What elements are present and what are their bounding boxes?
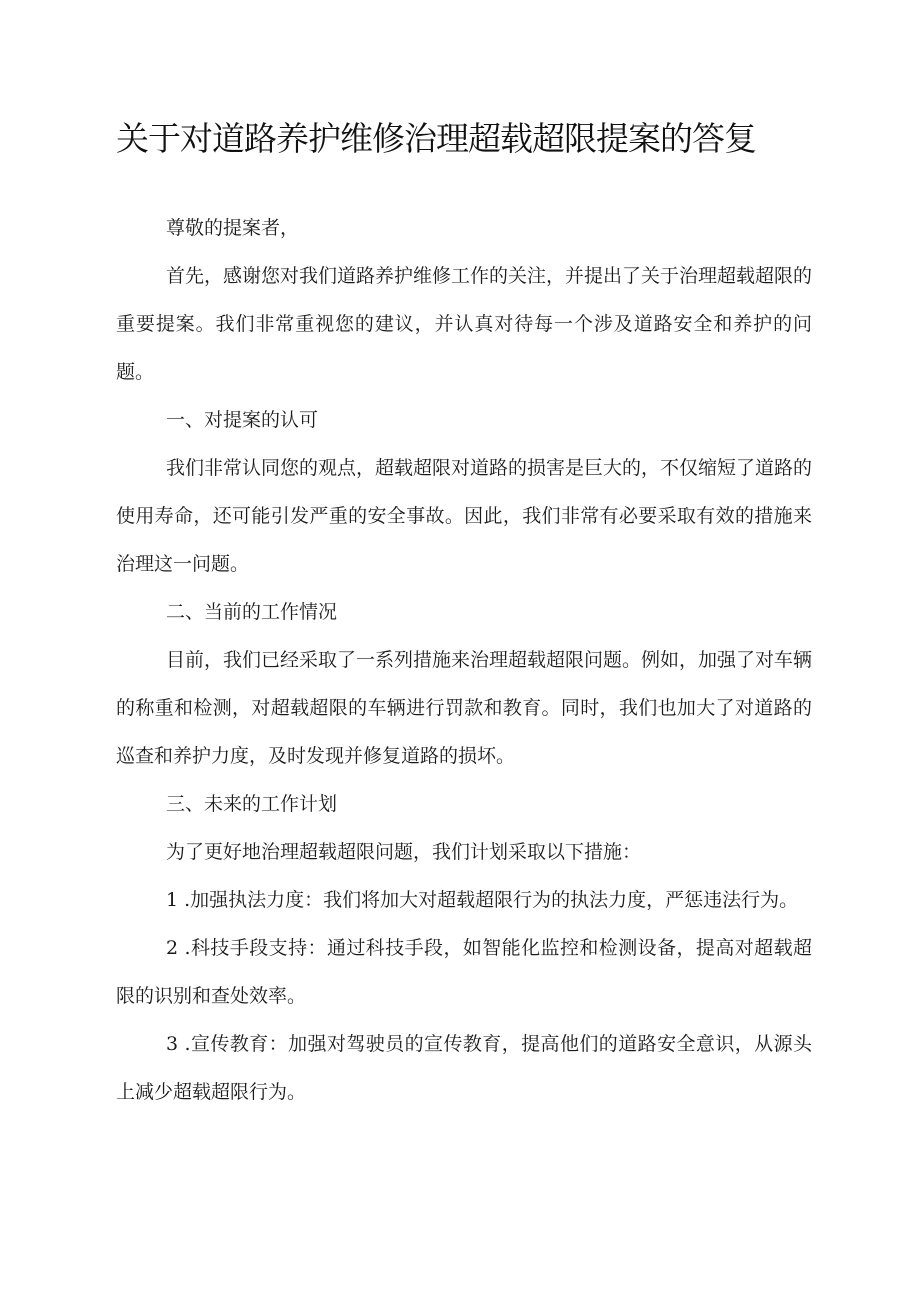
section-heading-3: 三、未来的工作计划 xyxy=(166,793,338,815)
section-1-paragraph: 我们非常认同您的观点，超载超限对道路的损害是巨大的，不仅缩短了道路的使用寿命，还可能引发严重的安全事故。因此，我们非常有必要采取有效的措施来治理这一问题。 xyxy=(116,457,813,575)
document-body xyxy=(116,204,812,1116)
plan-item-3: 3 .宣传教育：加强对驾驶员的宣传教育，提高他们的道路安全意识，从源头上减少超载超限行为。 xyxy=(116,1033,812,1103)
document-title: 关于对道路养护维修治理超载超限提案的答复 xyxy=(116,119,756,158)
intro-paragraph: 首先，感谢您对我们道路养护维修工作的关注，并提出了关于治理超载超限的重要提案。我们非常重视您的建议，并认真对待每一个涉及道路安全和养护的问题。 xyxy=(116,265,813,383)
plan-item-1: 1 .加强执法力度：我们将加大对超载超限行为的执法力度，严惩违法行为。 xyxy=(166,889,799,911)
salutation: 尊敬的提案者， xyxy=(166,217,300,239)
section-2-paragraph: 目前，我们已经采取了一系列措施来治理超载超限问题。例如，加强了对车辆的称重和检测，对超载超限的车辆进行罚款和教育。同时，我们也加大了对道路的巡查和养护力度，及时发现并修复道路的损坏。 xyxy=(116,649,813,767)
plan-item-2: 2 .科技手段支持：通过科技手段，如智能化监控和检测设备，提高对超载超限的识别和查处效率。 xyxy=(116,937,812,1007)
section-heading-2: 二、当前的工作情况 xyxy=(166,601,338,623)
section-3-intro: 为了更好地治理超载超限问题，我们计划采取以下措施： xyxy=(166,841,642,863)
section-heading-1: 一、对提案的认可 xyxy=(166,409,319,431)
